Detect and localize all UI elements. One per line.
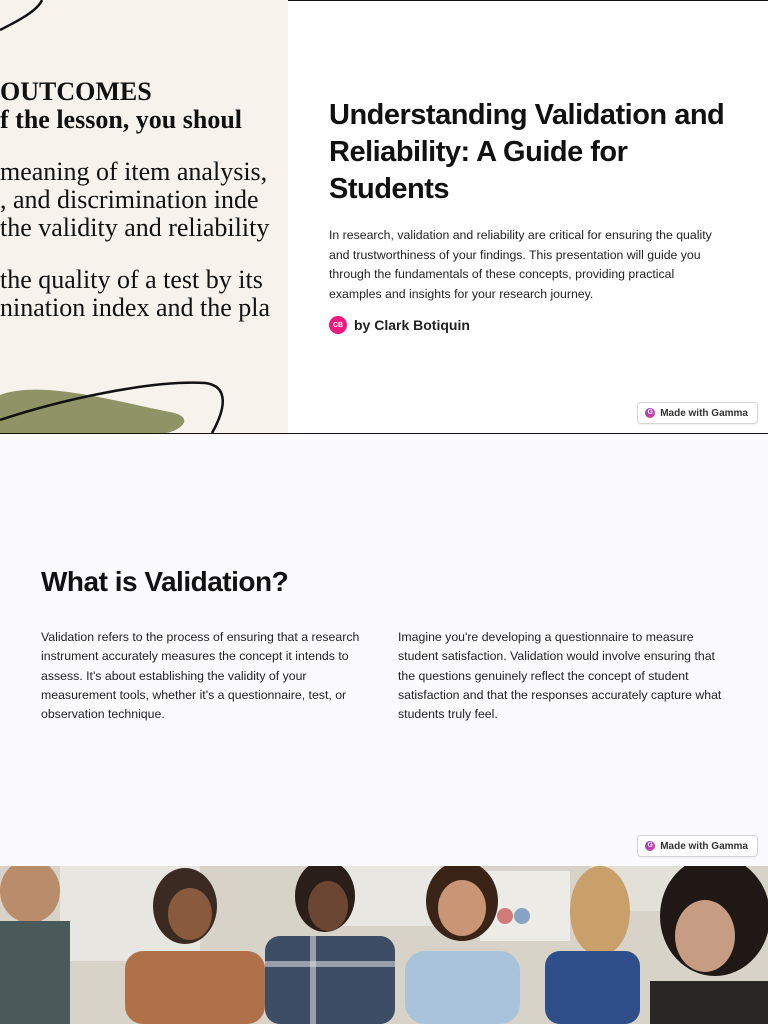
made-with-gamma-button[interactable]: [637, 835, 758, 857]
slide-title: Understanding Validation and Reliability: A Guide for Students: [329, 99, 725, 205]
gamma-logo-icon: G: [645, 841, 655, 851]
outcome-line: , and discrimination inde: [0, 185, 259, 214]
validation-slide: [0, 434, 768, 866]
badge-label: Made with Gamma: [660, 840, 748, 852]
slide-intro-text: In research, validation and reliability are critical for ensuring the quality and trustworthiness of your findings. This presentation will guide you through the fundamentals of these concepts, providing practical examples and insights for your research journey.: [329, 228, 712, 301]
lesson-outcomes-text: [0, 78, 288, 322]
gamma-logo-icon: G: [645, 408, 655, 418]
definition-text: Validation refers to the process of ensuring that a research instrument accurately measures the concept it intends to assess. It's about establishing the validity of your measurement tools, whether it's a questionnaire, test, or observation technique.: [41, 630, 360, 722]
author-name: by Clark Botiquin: [354, 317, 470, 333]
lesson-outcomes-image: [0, 0, 288, 433]
outcomes-heading: OUTCOMES: [0, 78, 152, 106]
outcomes-intro: f the lesson, you shoul: [0, 105, 242, 134]
slide-title: What is Validation?: [41, 566, 289, 597]
outcome-line: meaning of item analysis,: [0, 157, 268, 186]
students-discussion-image: [0, 866, 768, 1024]
author-byline: [329, 316, 470, 334]
example-text: Imagine you're developing a questionnaire to measure student satisfaction. Validation would involve ensuring that the questions genuinely reflect the concept of student satisfaction and that the responses accurately capture what students truly feel.: [398, 630, 722, 722]
students-photo: [0, 866, 768, 1024]
title-slide: [0, 0, 768, 434]
made-with-gamma-button[interactable]: [637, 402, 758, 424]
outcome-line: the validity and reliability: [0, 213, 270, 242]
badge-label: Made with Gamma: [660, 407, 748, 419]
author-avatar: CB: [329, 316, 347, 334]
outcome-line: the quality of a test by its: [0, 265, 263, 294]
outcome-line: nination index and the pla: [0, 293, 271, 322]
title-content: [288, 0, 768, 433]
